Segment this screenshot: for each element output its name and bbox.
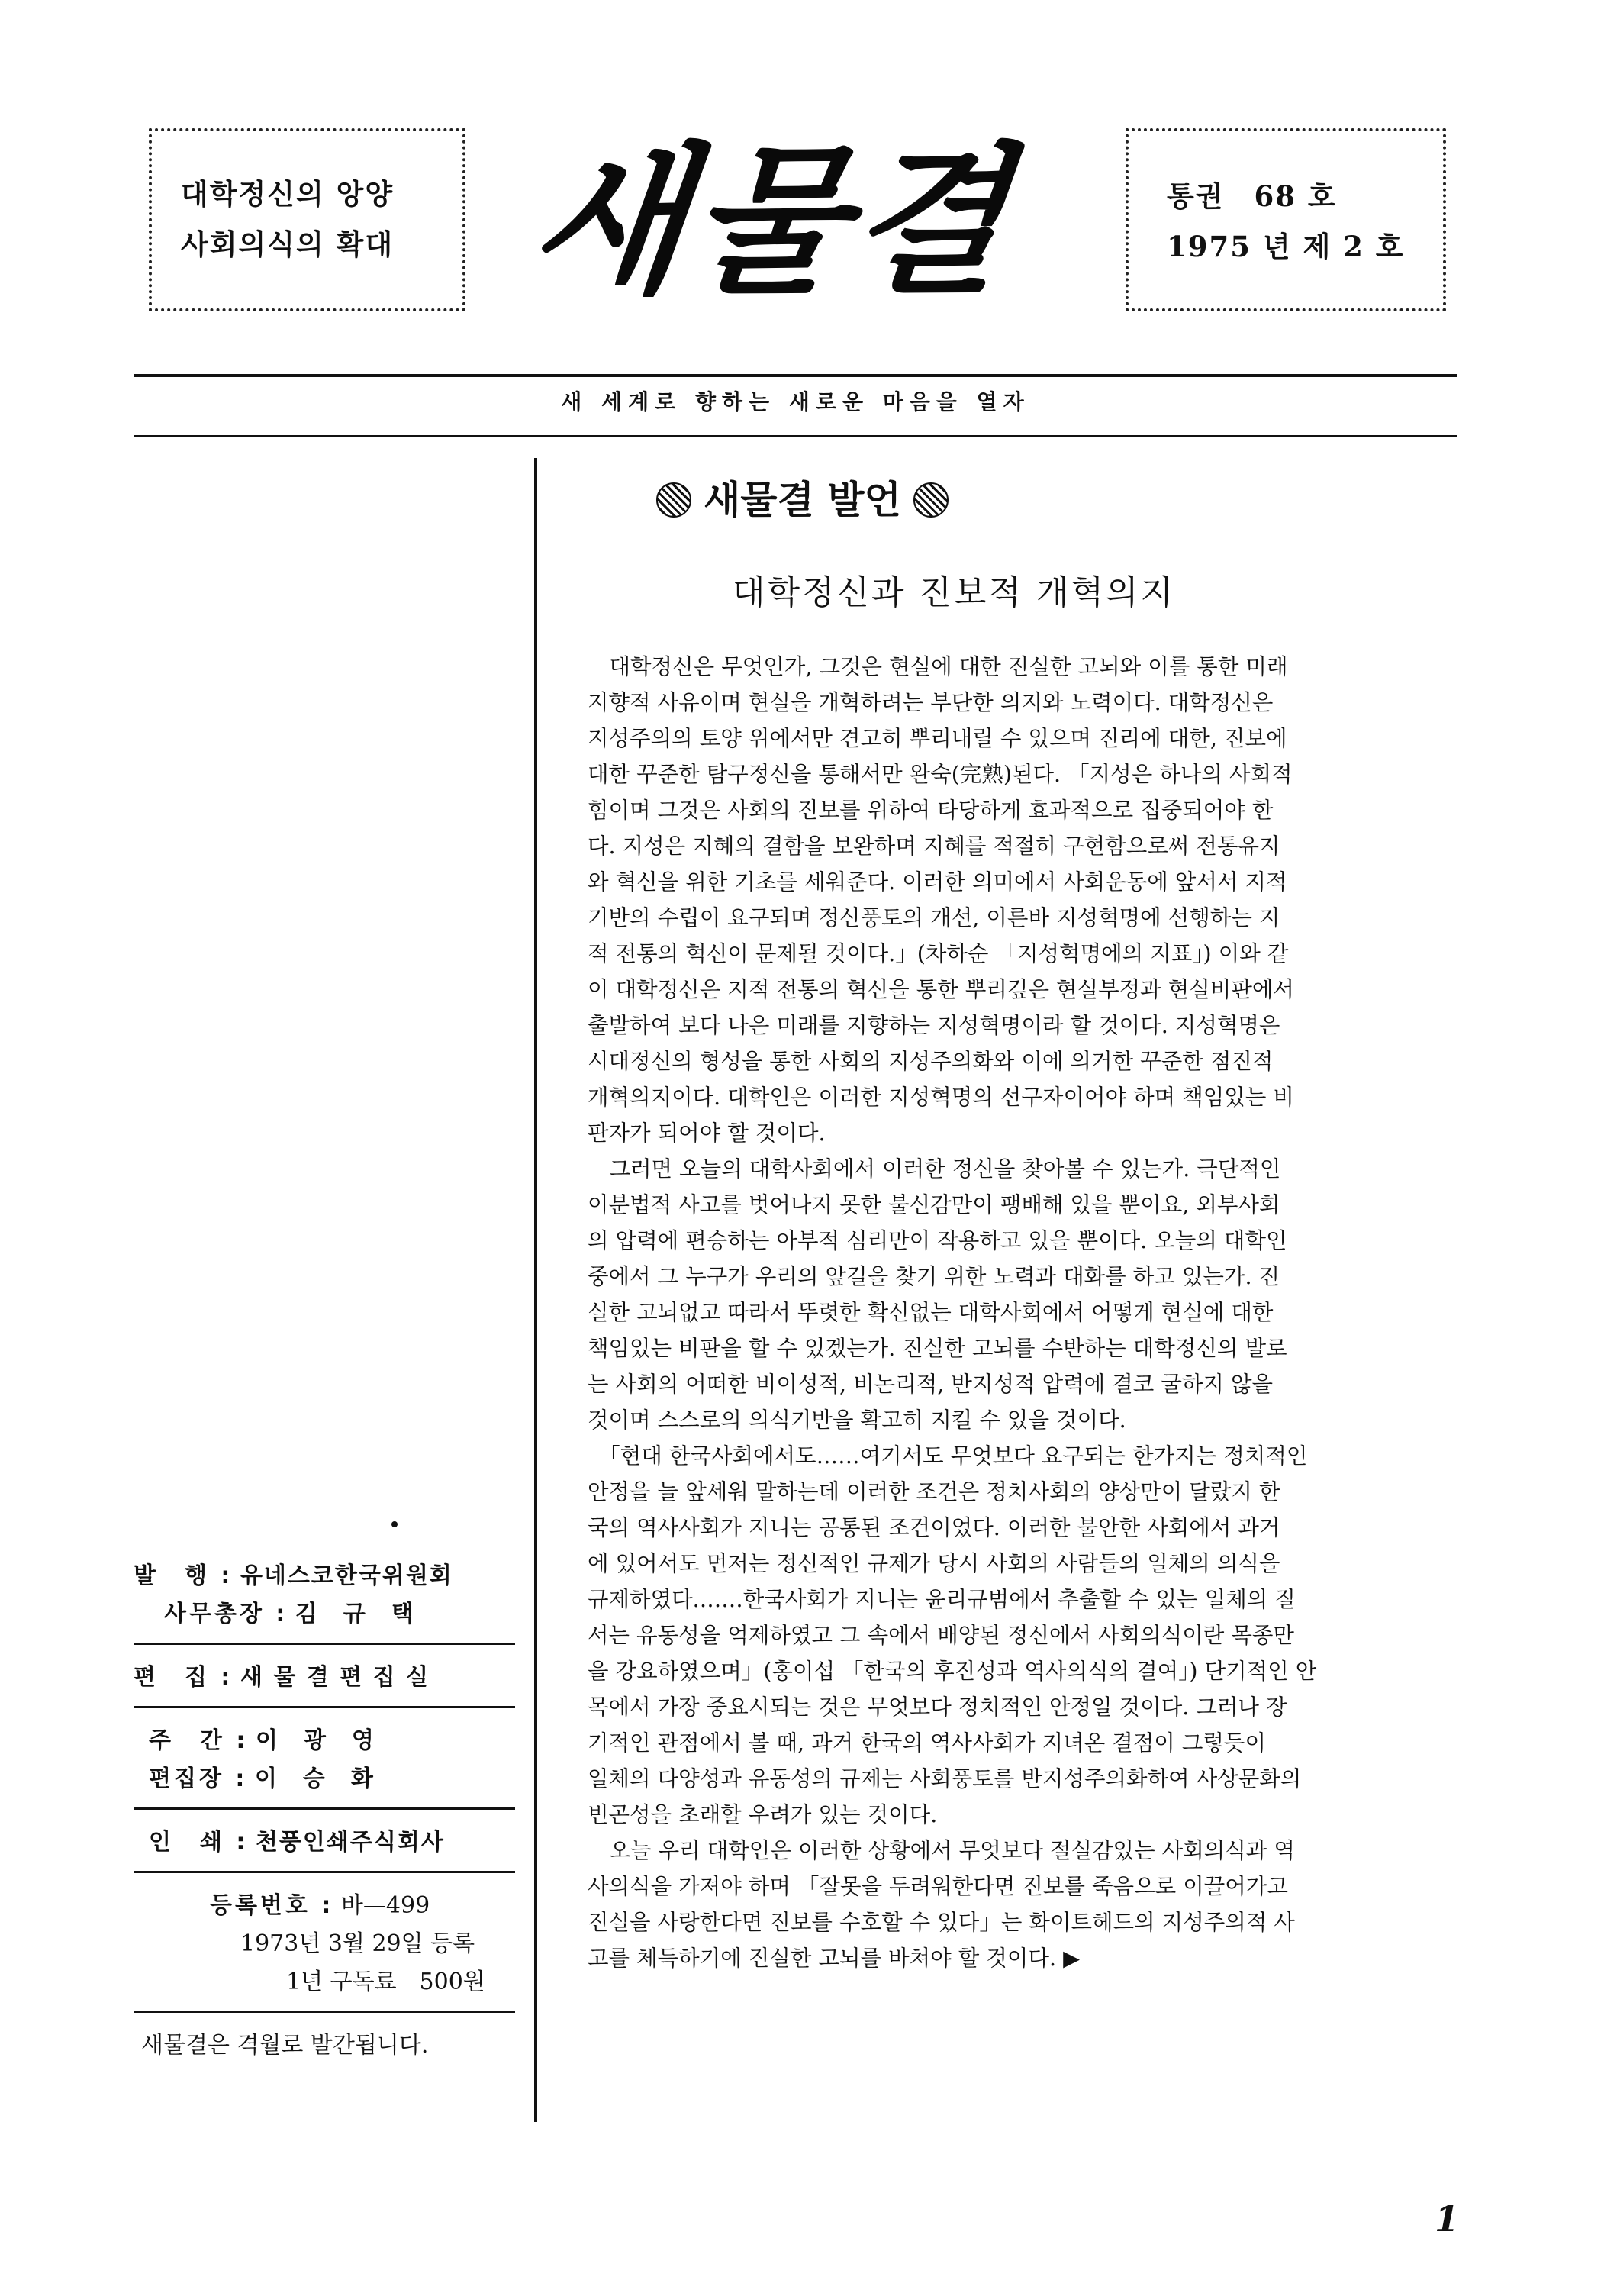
- chief-label: 주 간 :: [149, 1727, 249, 1754]
- colophon-rule: [134, 1706, 515, 1708]
- article-line: 시대정신의 형성을 통한 사회의 지성주의화와 이에 의거한 꾸준한 점진적: [588, 1049, 1274, 1074]
- article-line: 지성주의의 토양 위에서만 견고히 뿌리내릴 수 있으며 진리에 대한, 진보에: [588, 726, 1287, 751]
- article-line: 것이며 스스로의 의식기반을 확고히 지킬 수 있을 것이다.: [588, 1408, 1126, 1433]
- article-line: 이 대학정신은 지적 전통의 혁신을 통한 뿌리깊은 현실부정과 현실비판에서: [588, 977, 1294, 1002]
- colophon-rule: [134, 2011, 515, 2013]
- subscription-fee: 1년 구독료 500원: [286, 1969, 485, 1995]
- registration-row: [134, 1887, 515, 1925]
- article-line: 중에서 그 누구가 우리의 앞길을 찾기 위한 노력과 대화를 하고 있는가. 진: [588, 1264, 1280, 1289]
- issue-box: [1126, 128, 1446, 311]
- office-head-row: [134, 1595, 515, 1633]
- article-line: 는 사회의 어떠한 비이성적, 비논리적, 반지성적 압력에 결코 굴하지 않을: [588, 1372, 1274, 1397]
- article-line: 빈곤성을 초래할 우려가 있는 것이다.: [588, 1802, 938, 1827]
- article-line: 의 압력에 편승하는 아부적 심리만이 작용하고 있을 뿐이다. 오늘의 대학인: [588, 1228, 1287, 1253]
- article-line: 기반의 수립이 요구되며 정신풍토의 개선, 이른바 지성혁명에 선행하는 지: [588, 905, 1280, 930]
- editor-label: 편집장 :: [149, 1766, 248, 1792]
- bullet-dot: [391, 1521, 398, 1527]
- chief-value: 이 광 영: [255, 1727, 375, 1754]
- article-line: 출발하여 보다 나은 미래를 지향하는 지성혁명이라 할 것이다. 지성혁명은: [588, 1013, 1280, 1038]
- office-head-value: 김 규 택: [295, 1601, 415, 1627]
- slogan: 새 세계로 향하는 새로운 마음을 열자: [561, 389, 1030, 414]
- chief-row: [134, 1722, 515, 1760]
- article-line: 목에서 가장 중요시되는 것은 무엇보다 정치적인 안정일 것이다. 그러나 장: [588, 1695, 1287, 1720]
- publisher-label: 발 행 :: [134, 1562, 234, 1589]
- slogan-rule: [134, 435, 1457, 437]
- article-line: 대한 꾸준한 탐구정신을 통해서만 완숙(完熟)된다. 「지성은 하나의 사회적: [588, 762, 1293, 787]
- article-line: 진실을 사랑한다면 진보를 수호할 수 있다」는 화이트헤드의 지성주의적 사: [588, 1910, 1295, 1935]
- editing-label: 편 집 :: [134, 1664, 234, 1691]
- article-line: 대학정신은 무엇인가, 그것은 현실에 대한 진실한 고뇌와 이를 통한 미래: [588, 654, 1288, 679]
- article-line: 힘이며 그것은 사회의 진보를 위하여 타당하게 효과적으로 집중되어야 한: [588, 798, 1274, 823]
- article-body: [588, 649, 1450, 1976]
- article-title: 대학정신과 진보적 개혁의지: [733, 573, 1176, 612]
- section-heading-text: 새물결 발언: [704, 478, 901, 522]
- motto-line-2: 사회의식의 확대: [181, 228, 395, 261]
- column-divider: [534, 458, 537, 2122]
- article-line: 지향적 사유이며 현실을 개혁하려는 부단한 의지와 노력이다. 대학정신은: [588, 690, 1274, 715]
- issue-year: 1975 년 제 2 호: [1167, 230, 1405, 263]
- motto-line-1: 대학정신의 앙양: [181, 178, 395, 211]
- article-line: 규제하였다.……한국사회가 지니는 윤리규범에서 추출할 수 있는 일체의 질: [588, 1587, 1296, 1612]
- colophon-rule: [134, 1643, 515, 1645]
- issue-volume: 통권 68 호: [1167, 179, 1337, 213]
- article-line: 일체의 다양성과 유동성의 규제는 사회풍토를 반지성주의화하여 사상문화의: [588, 1766, 1302, 1791]
- editing-value: 새 물 결 편 집 실: [240, 1664, 430, 1691]
- editor-row: [134, 1760, 515, 1798]
- article-line: 개혁의지이다. 대학인은 이러한 지성혁명의 선구자이어야 하며 책임있는 비: [588, 1085, 1294, 1110]
- section-heading: [656, 469, 949, 530]
- article-line: 오늘 우리 대학인은 이러한 상황에서 무엇보다 절실감있는 사회의식과 역: [588, 1838, 1295, 1863]
- hatched-circle-icon: [656, 482, 691, 518]
- page-number: 1: [1435, 2198, 1460, 2240]
- article-line: 사의식을 가져야 하며 「잘못을 두려워한다면 진보를 죽음으로 이끌어가고: [588, 1874, 1288, 1899]
- motto-box: [149, 128, 465, 311]
- masthead-title: 새물결: [522, 127, 1020, 315]
- office-head-label: 사무총장 :: [164, 1601, 288, 1627]
- article-line: 다. 지성은 지혜의 결함을 보완하며 지혜를 적절히 구현함으로써 전통유지: [588, 834, 1280, 859]
- article-line: 그러면 오늘의 대학사회에서 이러한 정신을 찾아볼 수 있는가. 극단적인: [588, 1156, 1281, 1182]
- article-line: 에 있어서도 먼저는 정신적인 규제가 당시 사회의 사람들의 일체의 의식을: [588, 1551, 1280, 1576]
- article-line: 책임있는 비판을 할 수 있겠는가. 진실한 고뇌를 수반하는 대학정신의 발로: [588, 1336, 1287, 1361]
- publisher-row: [134, 1557, 515, 1595]
- article-line: 「현대 한국사회에서도……여기서도 무엇보다 요구되는 한가지는 정치적인: [588, 1443, 1308, 1469]
- article-line: 고를 체득하기에 진실한 고뇌를 바쳐야 할 것이다. ▶: [588, 1946, 1081, 1971]
- hatched-circle-icon: [913, 482, 949, 518]
- article-line: 을 강요하였으며」(홍이섭 「한국의 후진성과 역사의식의 결여」) 단기적인 안: [588, 1659, 1317, 1684]
- registration-label: 등록번호 :: [210, 1892, 334, 1919]
- article-line: 안정을 늘 앞세워 말하는데 이러한 조건은 정치사회의 양상만이 달랐지 한: [588, 1479, 1280, 1504]
- print-value: 천풍인쇄주식회사: [255, 1829, 445, 1856]
- registration-date: 1973년 3월 29일 등록: [240, 1930, 475, 1957]
- print-label: 인 쇄 :: [149, 1829, 249, 1856]
- colophon-rule: [134, 1871, 515, 1873]
- colophon-rule: [134, 1807, 515, 1810]
- article-line: 실한 고뇌없고 따라서 뚜렷한 확신없는 대학사회에서 어떻게 현실에 대한: [588, 1300, 1274, 1325]
- print-row: [134, 1824, 515, 1862]
- publication-frequency: 새물결은 격월로 발간됩니다.: [141, 2032, 429, 2059]
- article-line: 서는 유동성을 억제하였고 그 속에서 배양된 정신에서 사회의식이란 목종만: [588, 1623, 1294, 1648]
- article-line: 기적인 관점에서 볼 때, 과거 한국의 역사사회가 지녀온 결점이 그렇듯이: [588, 1730, 1266, 1756]
- article-line: 와 혁신을 위한 기초를 세워준다. 이러한 의미에서 사회운동에 앞서서 지적: [588, 869, 1287, 895]
- registration-value: 바—499: [340, 1892, 430, 1919]
- article-line: 적 전통의 혁신이 문제될 것이다.」(차하순 「지성혁명에의 지표」) 이와 같: [588, 941, 1289, 966]
- article-line: 이분법적 사고를 벗어나지 못한 불신감만이 팽배해 있을 뿐이요, 외부사회: [588, 1192, 1280, 1217]
- editor-value: 이 승 화: [254, 1766, 375, 1792]
- article-line: 판자가 되어야 할 것이다.: [588, 1121, 826, 1146]
- editing-row: [134, 1659, 515, 1697]
- top-rule: [134, 374, 1457, 377]
- publisher-value: 유네스코한국위원회: [240, 1562, 453, 1589]
- article-line: 국의 역사사회가 지니는 공통된 조건이었다. 이러한 불안한 사회에서 과거: [588, 1515, 1280, 1540]
- colophon: [134, 1557, 515, 2065]
